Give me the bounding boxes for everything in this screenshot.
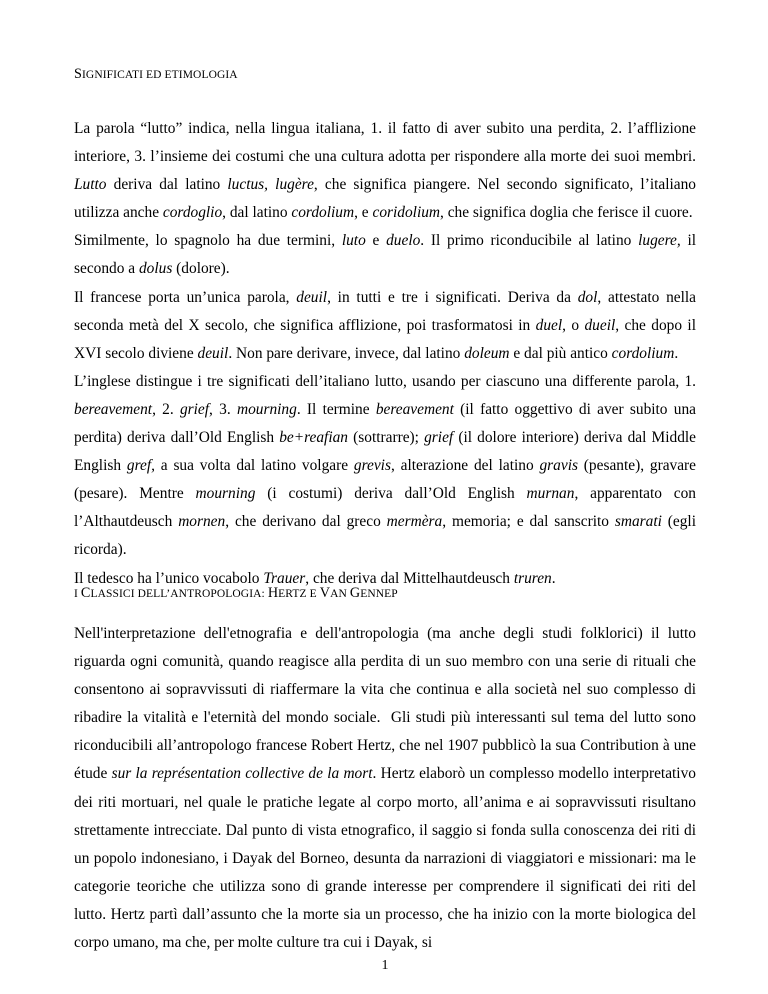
paragraph-lutto: La parola “lutto” indica, nella lingua italiana, 1. il fatto di aver subito una perdita, 2. l’afflizione interiore, 3. l’insieme dei costumi che una cultura adotta per rispondere alla morte dei suoi membri. Lutto deriva dal latino luctus, lugère, che significa piangere. Nel secondo significato, l’italiano utilizza anche cordoglio, dal latino cordolium, e coridolium, che significa doglia che ferisce il cuore. bbox=[74, 120, 696, 222]
section-meanings-body bbox=[74, 115, 696, 593]
paragraph-english: L’inglese distingue i tre significati dell’italiano lutto, usando per ciascuno una differente parola, 1. bereavement, 2. grief, 3. mourning. Il termine bereavement (il fatto oggettivo di aver subito una perdita) deriva dall’Old English be+reafian (sottrarre); grief (il dolore interiore) deriva dal Middle English gref, a sua volta dal latino volgare grevis, alterazione del latino gravis (pesante), gravare (pesare). Mentre mourning (i costumi) deriva dall’Old English murnan, apparentato con l’Althautdeusch mornen, che derivano dal greco mermèra, memoria; e dal sanscrito smarati (egli ricorda). bbox=[74, 372, 697, 559]
page-number: 1 bbox=[381, 958, 389, 973]
section-classics-body bbox=[74, 620, 696, 957]
section-heading-meanings: SIGNIFICATI ED ETIMOLOGIA bbox=[74, 66, 238, 82]
paragraph-french: Il francese porta un’unica parola, deuil, in tutti e tre i significati. Deriva da dol, attestato nella seconda metà del X secolo, che significa afflizione, poi trasformatosi in duel, o dueil, che dopo il XVI secolo diviene deuil. Non pare derivare, invece, dal latino doleum e dal più antico cordolium. bbox=[74, 288, 696, 362]
paragraph-german: Il tedesco ha l’unico vocabolo Trauer, che deriva dal Mittelhautdeusch truren. bbox=[74, 569, 556, 587]
section-heading-classics: I CLASSICI DELL’ANTROPOLOGIA: HERTZ E VAN GENNEP bbox=[74, 585, 398, 601]
paragraph-hertz: Nell'interpretazione dell'etnografia e dell'antropologia (ma anche degli studi folklorici) il lutto riguarda ogni comunità, quando reagisce alla perdita di un suo membro con una serie di rituali che consentono ai sopravvissuti di riaffermare la vita che continua e alla società nel suo complesso di ribadire la vitalità e l'eternità del mondo sociale. Gli studi più interessanti sul tema del lutto sono riconducibili all’antropologo francese Robert Hertz, che nel 1907 pubblicò la sua Contribution à une étude sur la représentation collective de la mort. Hertz elaborò un complesso modello interpretativo dei riti mortuari, nel quale le pratiche legate al corpo morto, all’anima e ai sopravvissuti risultano strettamente intrecciate. Dal punto di vista etnografico, il saggio si fonda sulla conoscenza dei riti di un popolo indonesiano, i Dayak del Borneo, desunta da narrazioni di viaggiatori e missionari: ma le categorie teoriche che utilizza sono di grande interesse per comprendere il significati dei riti del lutto. Hertz partì dall’assunto che la morte sia un processo, che ha inizio con la morte biologica del corpo umano, ma che, per molte culture tra cui i Dayak, si bbox=[74, 625, 696, 952]
paragraph-spanish: Similmente, lo spagnolo ha due termini, luto e duelo. Il primo riconducibile al latino lugere, il secondo a dolus (dolore). bbox=[74, 232, 696, 278]
